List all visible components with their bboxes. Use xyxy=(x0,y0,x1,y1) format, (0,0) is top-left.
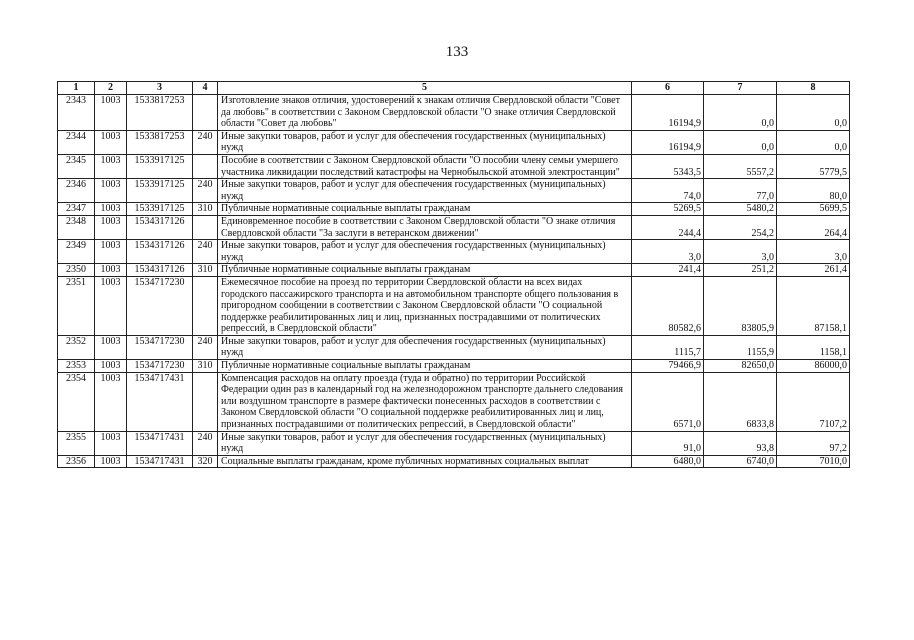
amount-year-1: 91,0 xyxy=(632,431,704,455)
header-cell: 8 xyxy=(777,82,850,95)
expense-type xyxy=(193,215,218,239)
amount-year-1: 80582,6 xyxy=(632,276,704,335)
amount-year-2: 83805,9 xyxy=(704,276,777,335)
item-name: Иные закупки товаров, работ и услуг для обеспечения государственных (муниципальных) нужд xyxy=(218,179,632,203)
amount-year-1: 5269,5 xyxy=(632,203,704,216)
expense-type xyxy=(193,154,218,178)
header-cell: 5 xyxy=(218,82,632,95)
row-number: 2348 xyxy=(58,215,95,239)
row-number: 2353 xyxy=(58,360,95,373)
amount-year-1: 6571,0 xyxy=(632,372,704,431)
table-row xyxy=(58,240,850,264)
amount-year-3: 7010,0 xyxy=(777,455,850,468)
amount-year-1: 74,0 xyxy=(632,179,704,203)
amount-year-2: 0,0 xyxy=(704,95,777,131)
expense-type: 240 xyxy=(193,240,218,264)
amount-year-3: 86000,0 xyxy=(777,360,850,373)
expense-type: 240 xyxy=(193,179,218,203)
row-number: 2350 xyxy=(58,264,95,277)
section-code: 1003 xyxy=(95,179,127,203)
amount-year-2: 6740,0 xyxy=(704,455,777,468)
target-code: 1534717230 xyxy=(127,360,193,373)
section-code: 1003 xyxy=(95,215,127,239)
table-row xyxy=(58,276,850,335)
amount-year-2: 254,2 xyxy=(704,215,777,239)
expense-type: 320 xyxy=(193,455,218,468)
section-code: 1003 xyxy=(95,431,127,455)
table-row xyxy=(58,154,850,178)
expense-type xyxy=(193,276,218,335)
amount-year-3: 80,0 xyxy=(777,179,850,203)
amount-year-2: 0,0 xyxy=(704,130,777,154)
table-row xyxy=(58,335,850,359)
amount-year-3: 5779,5 xyxy=(777,154,850,178)
amount-year-2: 251,2 xyxy=(704,264,777,277)
header-cell: 3 xyxy=(127,82,193,95)
table-row xyxy=(58,130,850,154)
header-cell: 6 xyxy=(632,82,704,95)
item-name: Публичные нормативные социальные выплаты гражданам xyxy=(218,203,632,216)
section-code: 1003 xyxy=(95,372,127,431)
header-cell: 1 xyxy=(58,82,95,95)
row-number: 2346 xyxy=(58,179,95,203)
target-code: 1534317126 xyxy=(127,264,193,277)
item-name: Ежемесячное пособие на проезд по территории Свердловской области на всех видах городского пассажирского транспорта и на автомобильном транспорте общего пользования в пригородном сообщении в соответствии с Законом Свердловской области "О социальной поддержке реабилитированных лиц и лиц, признанных пострадавшими от политических репрессий, в Свердловской области" xyxy=(218,276,632,335)
item-name: Иные закупки товаров, работ и услуг для обеспечения государственных (муниципальных) нужд xyxy=(218,431,632,455)
item-name: Изготовление знаков отличия, удостоверений к знакам отличия Свердловской области "Совет да любовь" в соответствии с Законом Свердловской области "О знаке отличия Свердловской области "Совет да любовь" xyxy=(218,95,632,131)
amount-year-1: 5343,5 xyxy=(632,154,704,178)
target-code: 1533817253 xyxy=(127,130,193,154)
target-code: 1534717431 xyxy=(127,431,193,455)
row-number: 2347 xyxy=(58,203,95,216)
row-number: 2354 xyxy=(58,372,95,431)
table-row xyxy=(58,215,850,239)
target-code: 1534717431 xyxy=(127,372,193,431)
amount-year-1: 6480,0 xyxy=(632,455,704,468)
target-code: 1533917125 xyxy=(127,179,193,203)
expense-type xyxy=(193,95,218,131)
target-code: 1533917125 xyxy=(127,154,193,178)
amount-year-1: 79466,9 xyxy=(632,360,704,373)
amount-year-3: 5699,5 xyxy=(777,203,850,216)
amount-year-3: 261,4 xyxy=(777,264,850,277)
amount-year-2: 93,8 xyxy=(704,431,777,455)
section-code: 1003 xyxy=(95,335,127,359)
amount-year-2: 6833,8 xyxy=(704,372,777,431)
section-code: 1003 xyxy=(95,240,127,264)
expense-type: 310 xyxy=(193,360,218,373)
budget-table xyxy=(57,81,850,468)
amount-year-1: 16194,9 xyxy=(632,130,704,154)
table-row xyxy=(58,95,850,131)
amount-year-3: 0,0 xyxy=(777,130,850,154)
table-row xyxy=(58,179,850,203)
table-row xyxy=(58,455,850,468)
amount-year-2: 77,0 xyxy=(704,179,777,203)
amount-year-3: 97,2 xyxy=(777,431,850,455)
table-row xyxy=(58,431,850,455)
row-number: 2345 xyxy=(58,154,95,178)
item-name: Компенсация расходов на оплату проезда (туда и обратно) по территории Российской Федерации один раз в календарный год на железнодорожном транспорте дальнего следования или воздушном транспорте в размере фактически понесенных расходов в соответствии с Законом Свердловской области "О социальной поддержке реабилитированных лиц и лиц, признанных пострадавшими от политических репрессий, в Свердловской области" xyxy=(218,372,632,431)
target-code: 1534317126 xyxy=(127,240,193,264)
amount-year-2: 82650,0 xyxy=(704,360,777,373)
section-code: 1003 xyxy=(95,95,127,131)
expense-type: 240 xyxy=(193,335,218,359)
row-number: 2355 xyxy=(58,431,95,455)
item-name: Социальные выплаты гражданам, кроме публичных нормативных социальных выплат xyxy=(218,455,632,468)
section-code: 1003 xyxy=(95,154,127,178)
target-code: 1534717230 xyxy=(127,335,193,359)
row-number: 2356 xyxy=(58,455,95,468)
item-name: Иные закупки товаров, работ и услуг для обеспечения государственных (муниципальных) нужд xyxy=(218,335,632,359)
item-name: Публичные нормативные социальные выплаты гражданам xyxy=(218,264,632,277)
amount-year-2: 1155,9 xyxy=(704,335,777,359)
target-code: 1534717431 xyxy=(127,455,193,468)
row-number: 2352 xyxy=(58,335,95,359)
item-name: Публичные нормативные социальные выплаты гражданам xyxy=(218,360,632,373)
expense-type: 310 xyxy=(193,264,218,277)
table-row xyxy=(58,360,850,373)
amount-year-1: 3,0 xyxy=(632,240,704,264)
table-row xyxy=(58,372,850,431)
expense-type xyxy=(193,372,218,431)
item-name: Иные закупки товаров, работ и услуг для обеспечения государственных (муниципальных) нужд xyxy=(218,240,632,264)
target-code: 1534317126 xyxy=(127,215,193,239)
item-name: Пособие в соответствии с Законом Свердловской области "О пособии члену семьи умершего участника ликвидации последствий катастрофы на Чернобыльской атомной электростанции" xyxy=(218,154,632,178)
amount-year-2: 3,0 xyxy=(704,240,777,264)
item-name: Единовременное пособие в соответствии с Законом Свердловской области "О знаке отличия Свердловской области "За заслуги в ветеранском движении" xyxy=(218,215,632,239)
amount-year-1: 241,4 xyxy=(632,264,704,277)
header-row xyxy=(58,82,850,95)
expense-type: 240 xyxy=(193,431,218,455)
row-number: 2343 xyxy=(58,95,95,131)
header-cell: 2 xyxy=(95,82,127,95)
amount-year-1: 16194,9 xyxy=(632,95,704,131)
amount-year-3: 3,0 xyxy=(777,240,850,264)
amount-year-3: 7107,2 xyxy=(777,372,850,431)
amount-year-2: 5480,2 xyxy=(704,203,777,216)
target-code: 1534717230 xyxy=(127,276,193,335)
section-code: 1003 xyxy=(95,276,127,335)
target-code: 1533917125 xyxy=(127,203,193,216)
table-row xyxy=(58,264,850,277)
row-number: 2351 xyxy=(58,276,95,335)
item-name: Иные закупки товаров, работ и услуг для обеспечения государственных (муниципальных) нужд xyxy=(218,130,632,154)
expense-type: 240 xyxy=(193,130,218,154)
amount-year-2: 5557,2 xyxy=(704,154,777,178)
header-cell: 4 xyxy=(193,82,218,95)
amount-year-3: 264,4 xyxy=(777,215,850,239)
section-code: 1003 xyxy=(95,455,127,468)
page-number: 133 xyxy=(445,44,469,60)
expense-type: 310 xyxy=(193,203,218,216)
section-code: 1003 xyxy=(95,130,127,154)
target-code: 1533817253 xyxy=(127,95,193,131)
amount-year-3: 0,0 xyxy=(777,95,850,131)
section-code: 1003 xyxy=(95,360,127,373)
header-cell: 7 xyxy=(704,82,777,95)
amount-year-3: 1158,1 xyxy=(777,335,850,359)
row-number: 2349 xyxy=(58,240,95,264)
amount-year-3: 87158,1 xyxy=(777,276,850,335)
amount-year-1: 244,4 xyxy=(632,215,704,239)
section-code: 1003 xyxy=(95,264,127,277)
amount-year-1: 1115,7 xyxy=(632,335,704,359)
table-row xyxy=(58,203,850,216)
section-code: 1003 xyxy=(95,203,127,216)
row-number: 2344 xyxy=(58,130,95,154)
